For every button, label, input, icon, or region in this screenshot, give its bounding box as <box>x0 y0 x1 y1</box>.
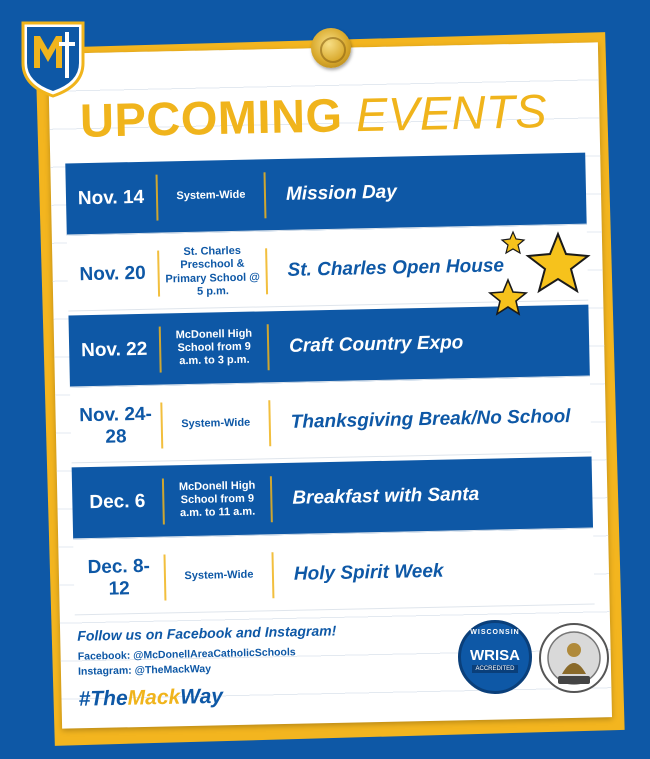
event-row <box>72 457 593 540</box>
event-name: St. Charles Open House <box>287 254 505 281</box>
push-pin-icon <box>311 28 351 68</box>
hashtag-part: #The <box>78 687 128 712</box>
event-row <box>73 533 594 616</box>
title-events: EVENTS <box>355 84 548 142</box>
event-location: System-Wide <box>181 416 251 431</box>
event-name: Breakfast with Santa <box>292 483 480 509</box>
title-upcoming: UPCOMING <box>79 88 344 147</box>
event-date: Dec. 8-12 <box>87 555 151 600</box>
event-name: Craft Country Expo <box>288 331 464 357</box>
event-date: Dec. 6 <box>89 490 146 513</box>
follow-text: Follow us on Facebook and Instagram! <box>77 622 337 644</box>
star-icon <box>480 228 595 328</box>
event-row <box>65 153 586 236</box>
event-name: Thanksgiving Break/No School <box>290 405 571 433</box>
events-list <box>65 153 594 620</box>
instagram-handle: Instagram: @TheMackWay <box>77 663 212 678</box>
event-name: Mission Day <box>285 181 398 205</box>
event-location: McDonell High School from 9 a.m. to 3 p.m. <box>175 327 253 368</box>
wrisa-top-text: WISCONSIN <box>470 629 520 636</box>
crest-logo <box>18 18 88 98</box>
event-location: System-Wide <box>176 188 246 203</box>
event-location: St. Charles Preschool & Primary School @ 5 p.m. <box>165 244 261 298</box>
hashtag-part: Way <box>179 685 224 710</box>
wrisa-badge <box>458 620 532 694</box>
social-footer <box>77 620 439 712</box>
facebook-handle: Facebook: @McDonellAreaCatholicSchools <box>77 646 296 663</box>
event-date: Nov. 22 <box>80 338 148 361</box>
wrisa-main-text: WRISA <box>470 647 520 664</box>
hashtag-accent: Mack <box>127 686 181 711</box>
event-date: Nov. 14 <box>77 186 145 209</box>
event-row <box>70 381 591 464</box>
event-location: McDonell High School from 9 a.m. to 11 a.m. <box>178 479 256 520</box>
event-date: Nov. 20 <box>79 262 146 285</box>
wrisa-sub-text: ACCREDITED <box>472 665 517 673</box>
event-location: System-Wide <box>184 568 254 582</box>
event-date: Nov. 24-28 <box>79 403 153 448</box>
page-title <box>79 83 547 148</box>
accreditation-seal <box>538 622 610 694</box>
event-name: Holy Spirit Week <box>293 560 444 585</box>
